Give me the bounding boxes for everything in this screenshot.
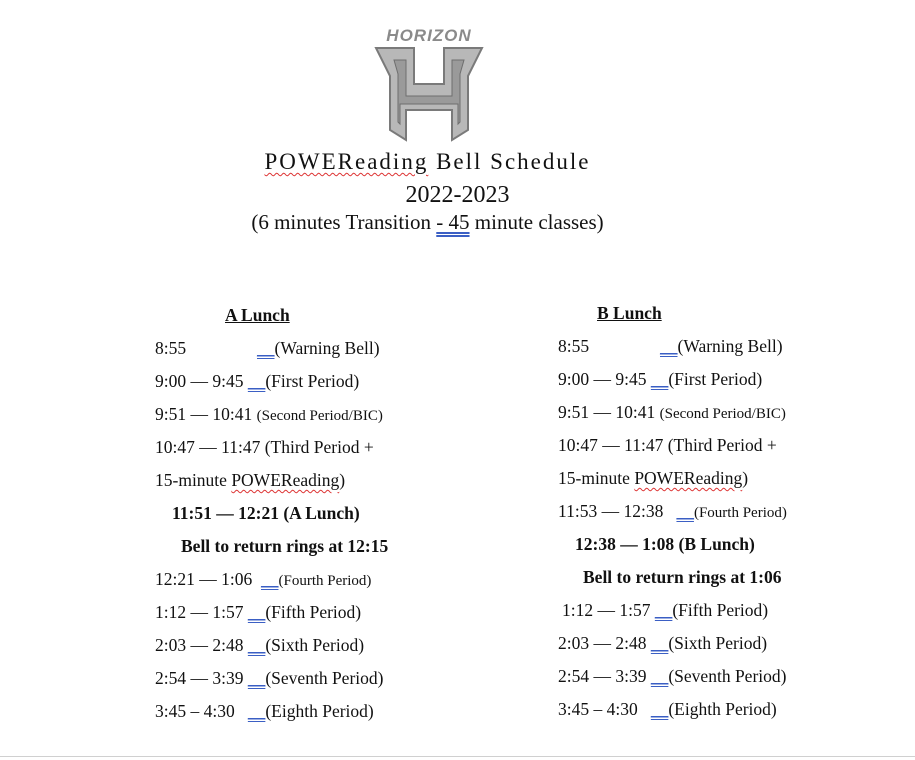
- schedule-row: 15-minute POWEReading): [155, 470, 346, 490]
- schedule-row: 2:54 — 3:39 __(Seventh Period): [558, 666, 787, 686]
- schedule-row: 8:55 __(Warning Bell): [558, 336, 783, 356]
- schedule-row: 1:12 — 1:57 __(Fifth Period): [155, 602, 362, 622]
- schedule-row: 1:12 — 1:57 __(Fifth Period): [562, 600, 769, 620]
- schedule-row: 9:00 — 9:45 __(First Period): [558, 369, 763, 389]
- schedule-row: 10:47 — 11:47 (Third Period +: [558, 435, 777, 455]
- page-divider: [0, 756, 915, 757]
- logo-text: HORIZON: [386, 26, 472, 45]
- schedule-row: 11:53 — 12:38 __(Fourth Period): [558, 501, 787, 521]
- a-lunch-heading: A Lunch: [225, 305, 290, 325]
- schedule-row: 15-minute POWEReading): [558, 468, 749, 488]
- b-lunch-heading: B Lunch: [597, 303, 662, 323]
- schedule-row: 9:00 — 9:45 __(First Period): [155, 371, 360, 391]
- subtitle: [0, 210, 885, 235]
- schedule-row: 12:21 — 1:06 __(Fourth Period): [155, 569, 372, 589]
- h-letter-icon: [364, 26, 494, 142]
- schedule-row: 2:03 — 2:48 __(Sixth Period): [558, 633, 768, 653]
- schedule-row: 9:51 — 10:41 (Second Period/BIC): [155, 404, 383, 424]
- schedule-row: 10:47 — 11:47 (Third Period +: [155, 437, 374, 457]
- return-bell-row: Bell to return rings at 1:06: [583, 567, 782, 587]
- schedule-row: 3:45 – 4:30 __(Eighth Period): [558, 699, 777, 719]
- schedule-row: 2:54 — 3:39 __(Seventh Period): [155, 668, 384, 688]
- schedule-row: 2:03 — 2:48 __(Sixth Period): [155, 635, 365, 655]
- return-bell-row: Bell to return rings at 12:15: [181, 536, 389, 556]
- schedule-row: 8:55 __(Warning Bell): [155, 338, 380, 358]
- a-lunch-column: [155, 304, 455, 733]
- schedule-row: 9:51 — 10:41 (Second Period/BIC): [558, 402, 786, 422]
- subtitle-part-c: minute classes): [474, 210, 604, 234]
- horizon-logo: [364, 26, 494, 142]
- b-lunch-column: [558, 302, 858, 731]
- year-label: 2022-2023: [405, 182, 510, 208]
- subtitle-part-b: - 45: [436, 210, 470, 234]
- lunch-row: 11:51 — 12:21 (A Lunch): [172, 503, 360, 523]
- lunch-row: 12:38 — 1:08 (B Lunch): [575, 534, 755, 554]
- title-bell-schedule: Bell Schedule: [436, 149, 591, 174]
- page-title: [0, 149, 885, 175]
- schedule-row: 3:45 – 4:30 __(Eighth Period): [155, 701, 374, 721]
- subtitle-part-a: (6 minutes Transition: [251, 210, 432, 234]
- title-powereading: POWEReading: [264, 149, 429, 174]
